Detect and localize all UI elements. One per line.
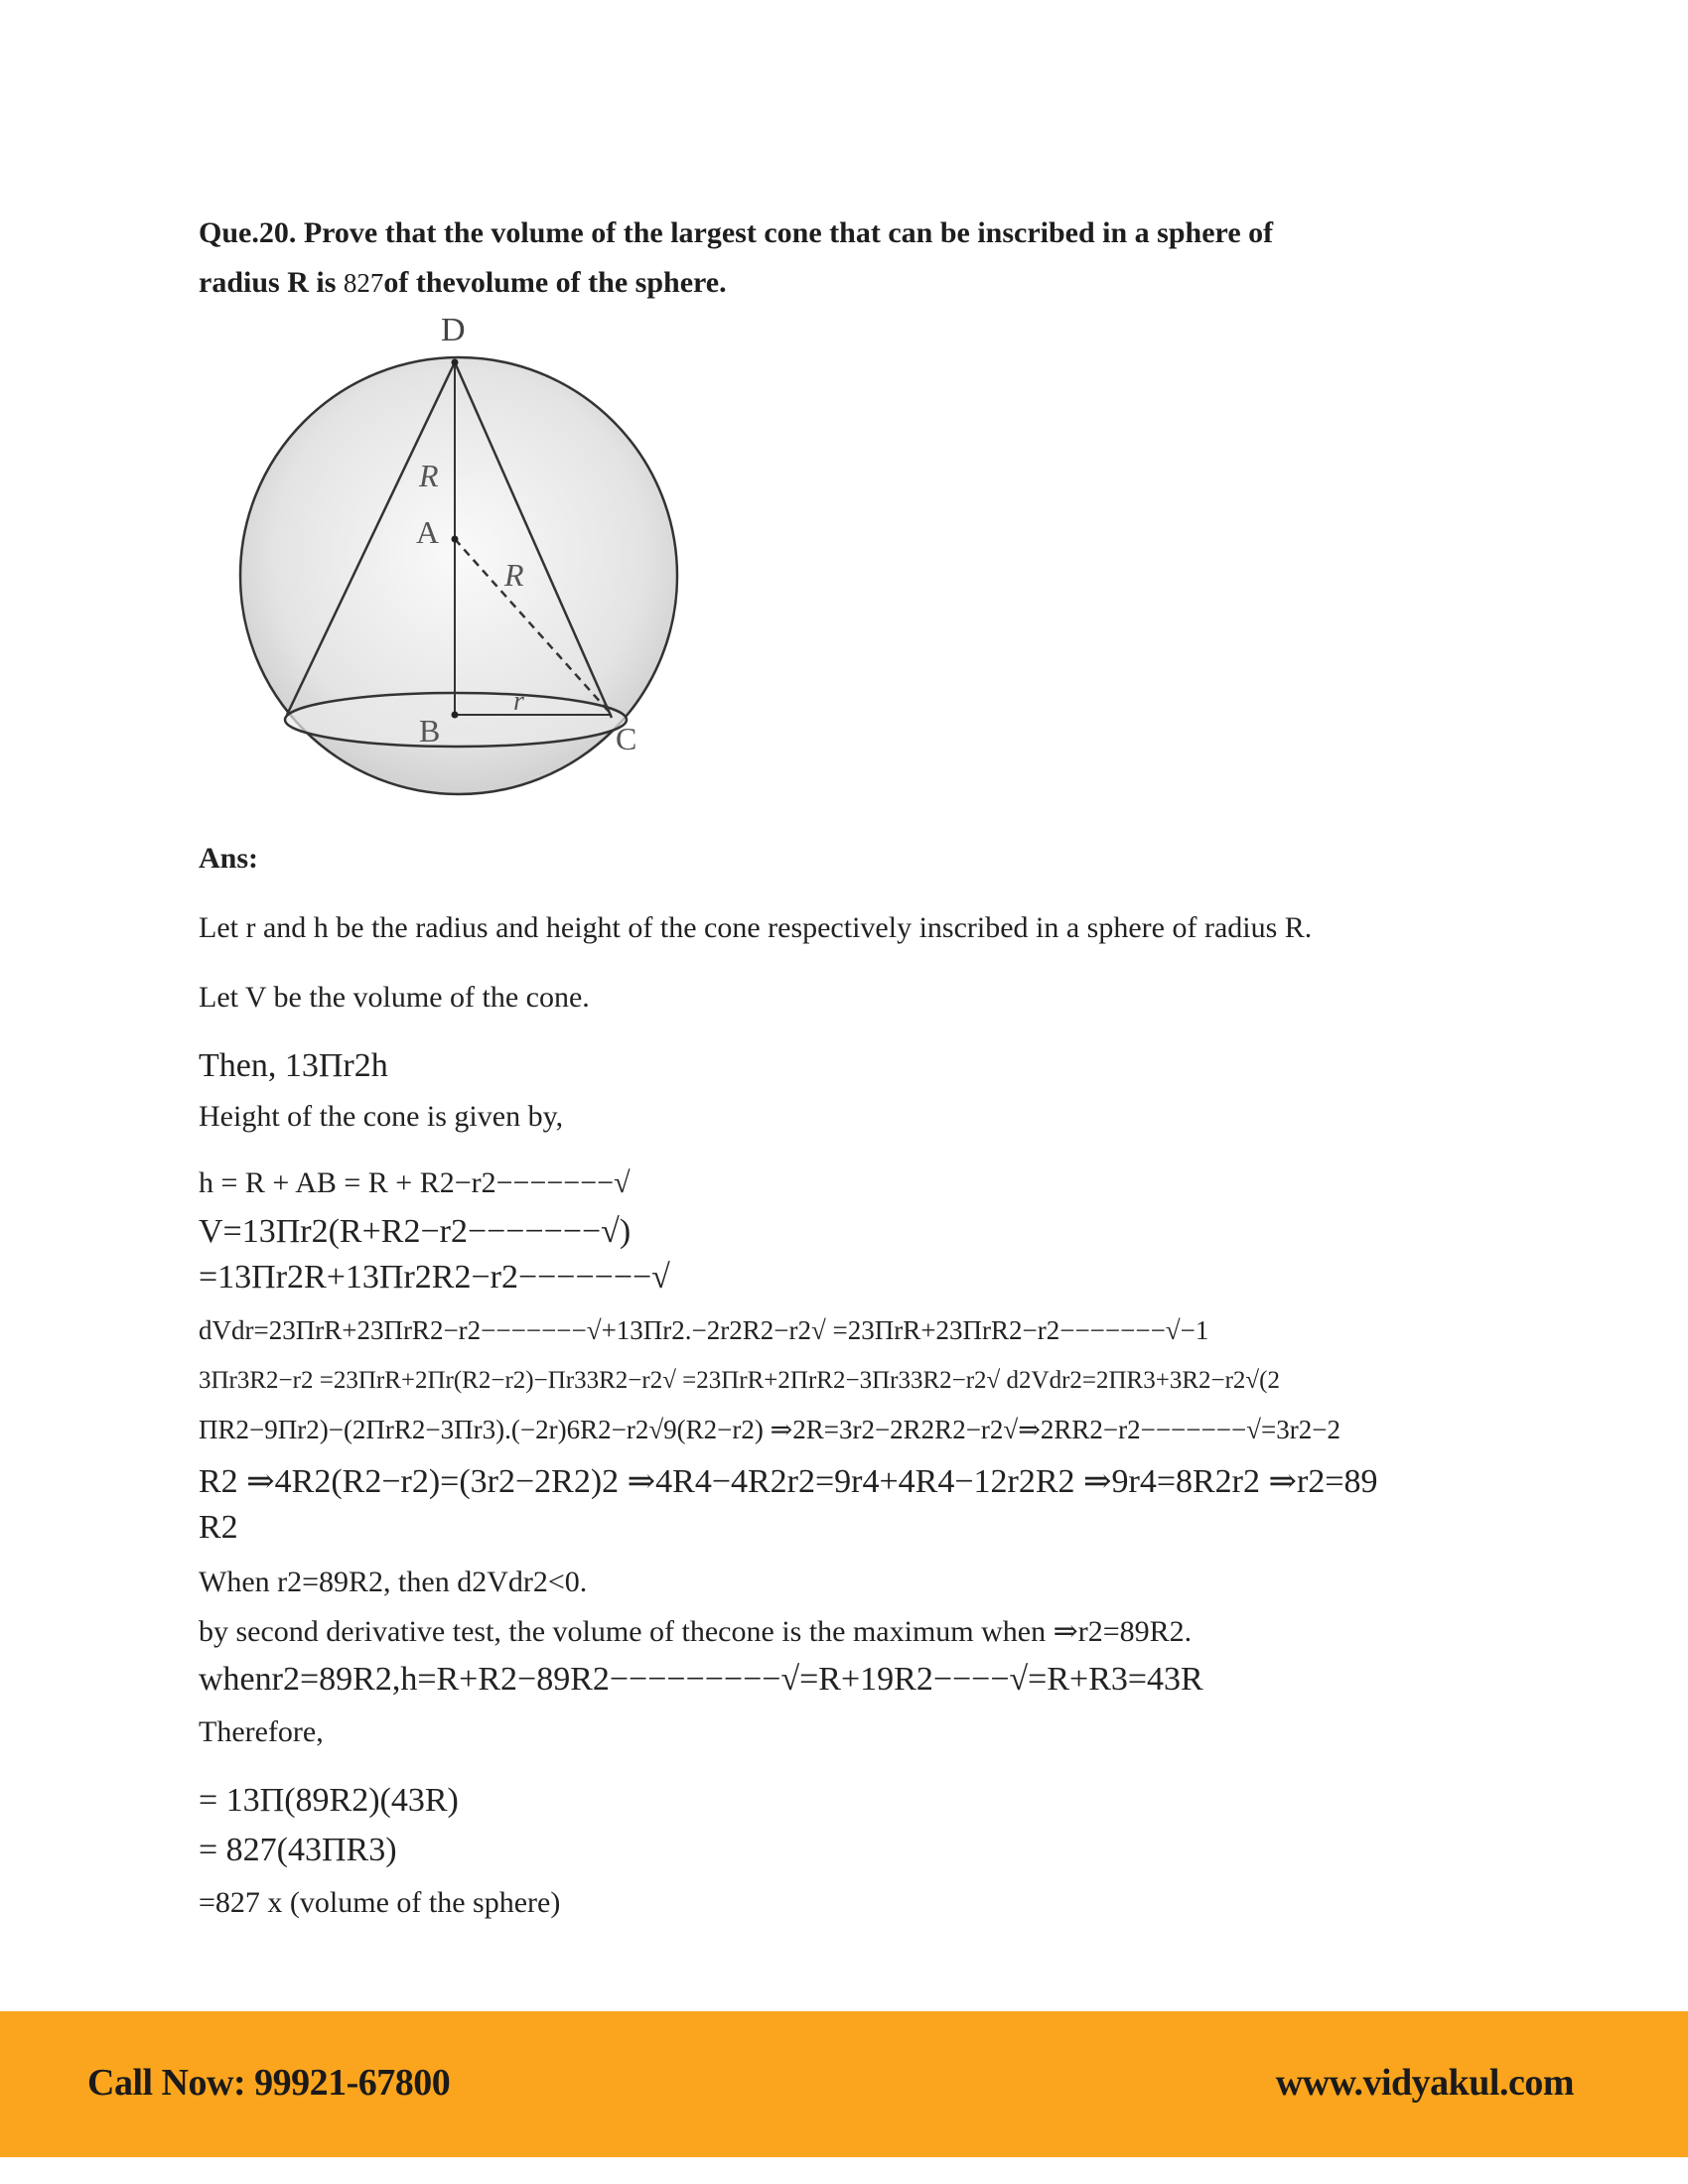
answer-line: =827 x (volume of the sphere) <box>199 1886 561 1919</box>
label-C: C <box>616 721 637 756</box>
question-title-line-1: Que.20. Prove that the volume of the largest cone that can be inscribed in a sphere of <box>199 216 1274 249</box>
label-r: r <box>513 686 524 717</box>
answer-line: Therefore, <box>199 1715 324 1748</box>
footer-website-link[interactable]: www.vidyakul.com <box>1275 2062 1574 2104</box>
answer-line: R2 ⇒4R2(R2−r2)=(3r2−2R2)2 ⇒4R4−4R2r2=9r4+4R4−12r2R2 ⇒9r4=8R2r2 ⇒r2=89 <box>199 1463 1378 1500</box>
point-D <box>452 359 459 366</box>
label-A: A <box>416 514 440 550</box>
footer-call-number[interactable]: Call Now: 99921-67800 <box>87 2062 451 2104</box>
answer-line: Height of the cone is given by, <box>199 1100 564 1133</box>
label-R-vertical: R <box>419 458 439 493</box>
question-title <box>199 208 1489 308</box>
answer-line: = 13Π(89R2)(43R) <box>199 1782 459 1819</box>
cone-in-sphere-figure <box>230 313 687 799</box>
label-B: B <box>419 713 441 749</box>
answer-label: Ans: <box>199 842 259 875</box>
answer-line: V=13Πr2(R+R2−r2−−−−−−−√) <box>199 1213 632 1250</box>
answer-line: =13Πr2R+13Πr2R2−r2−−−−−−−√ <box>199 1259 670 1296</box>
question-text-a: radius R is <box>199 266 344 299</box>
point-A <box>452 536 459 543</box>
point-B <box>452 712 459 719</box>
answer-line: dVdr=23ΠrR+23ΠrR2−r2−−−−−−−√+13Πr2.−2r2R2−r2√ =23ΠrR+23ΠrR2−r2−−−−−−−√−1 <box>199 1315 1209 1345</box>
answer-line: When r2=89R2, then d2Vdr2<0. <box>199 1566 588 1598</box>
label-D: D <box>441 313 466 348</box>
footer-banner <box>0 2011 1688 2157</box>
answer-line: by second derivative test, the volume of thecone is the maximum when ⇒r2=89R2. <box>199 1615 1193 1648</box>
label-R-slant: R <box>504 557 524 593</box>
answer-line: Let V be the volume of the cone. <box>199 981 590 1014</box>
answer-line: = 827(43ΠR3) <box>199 1832 397 1868</box>
answer-line: Then, 13Πr2h <box>199 1047 388 1084</box>
answer-line: 3Πr3R2−r2 =23ΠrR+2Πr(R2−r2)−Πr33R2−r2√ =23ΠrR+2ΠrR2−3Πr33R2−r2√ d2Vdr2=2ΠR3+3R2−r2√(2 <box>199 1367 1280 1394</box>
answer-line: Let r and h be the radius and height of the cone respectively inscribed in a sphere of radius R. <box>199 911 1313 944</box>
answer-line: ΠR2−9Πr2)−(2ΠrR2−3Πr3).(−2r)6R2−r2√9(R2−r2) ⇒2R=3r2−2R2R2−r2√⇒2RR2−r2−−−−−−−√=3r2−2 <box>199 1415 1340 1444</box>
answer-line: whenr2=89R2,h=R+R2−89R2−−−−−−−−−√=R+19R2−−−−√=R+R3=43R <box>199 1661 1203 1698</box>
question-fraction: 827 <box>343 268 384 298</box>
question-text-b: of thevolume of the sphere. <box>383 266 727 299</box>
question-title-line-2 <box>199 258 1489 308</box>
answer-line: h = R + AB = R + R2−r2−−−−−−−√ <box>199 1166 631 1199</box>
answer-line: R2 <box>199 1509 238 1546</box>
